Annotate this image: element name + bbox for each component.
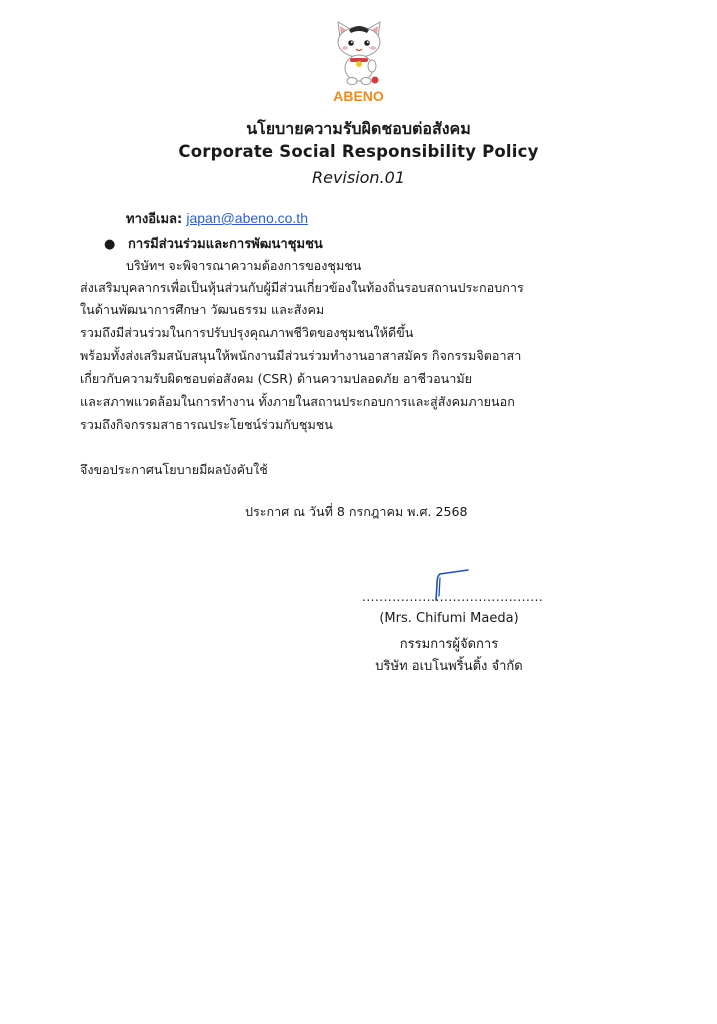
policy-title-thai: นโยบายความรับผิดชอบต่อสังคม: [246, 119, 471, 138]
section-heading: [104, 233, 323, 254]
body-line: รวมถึงกิจกรรมสาธารณประโยชน์ร่วมกับชุมชน: [80, 417, 333, 432]
closing-statement: จึงขอประกาศนโยบายมีผลบังคับใช้: [80, 462, 268, 477]
bullet-icon: ●: [104, 237, 116, 252]
abeno-cat-logo: [332, 18, 386, 90]
signatory-name: (Mrs. Chifumi Maeda): [379, 611, 519, 626]
body-line: และสภาพแวดล้อมในการทำงาน ทั้งภายในสถานประกอบการและสู่สังคมภายนอก: [80, 394, 515, 409]
announcement-date: ประกาศ ณ วันที่ 8 กรกฎาคม พ.ศ. 2568: [245, 504, 468, 519]
revision-label: Revision.01: [311, 168, 406, 187]
body-line: เกี่ยวกับความรับผิดชอบต่อสังคม (CSR) ด้านความปลอดภัย อาชีวอนามัย: [80, 371, 473, 386]
body-line: บริษัทฯ จะพิจารณาความต้องการของชุมชน: [126, 258, 362, 273]
body-line: รวมถึงมีส่วนร่วมในการปรับปรุงคุณภาพชีวิตของชุมชนให้ดีขึ้น: [80, 325, 414, 340]
section-heading-text: การมีส่วนร่วมและการพัฒนาชุมชน: [128, 237, 323, 252]
body-line: ส่งเสริมบุคลากรเพื่อเป็นหุ้นส่วนกับผู้มีส่วนเกี่ยวข้องในท้องถิ่นรอบสถานประกอบการ: [80, 280, 524, 295]
body-line: ในด้านพัฒนาการศึกษา วัฒนธรรม และสังคม: [80, 302, 325, 317]
email-contact: [126, 208, 308, 229]
company-name: บริษัท อเบโนพริ้นติ้ง จำกัด: [375, 659, 523, 674]
body-line: พร้อมทั้งส่งเสริมสนับสนุนให้พนักงานมีส่วนร่วมทำงานอาสาสมัคร กิจกรรมจิตอาสา: [80, 348, 522, 363]
signature-line: ..........................................: [362, 590, 544, 604]
policy-title-english: Corporate Social Responsibility Policy: [178, 142, 539, 161]
email-label: ทางอีเมล:: [126, 212, 183, 227]
email-link[interactable]: japan@abeno.co.th: [186, 210, 308, 226]
brand-name: ABENO: [333, 88, 384, 104]
signatory-position: กรรมการผู้จัดการ: [399, 637, 499, 652]
